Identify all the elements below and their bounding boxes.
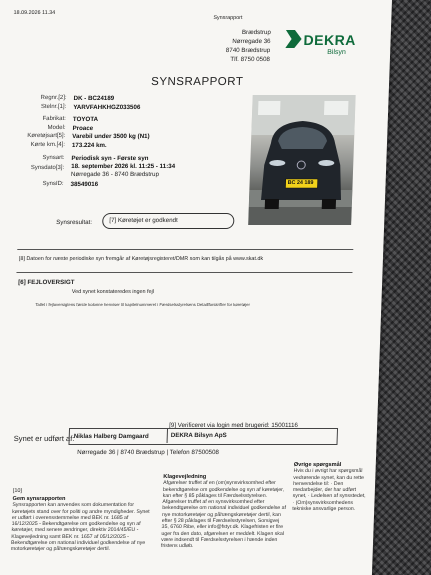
company-street: Nørregade 36 [232,38,271,45]
field-label-fabrikat: Fabrikat: [42,116,66,122]
footer-col3-text: Hvis du i øvrigt har spørgsmål vedrørende synet, kan du rette henvendelse til: · Den medarbejder, der har udført synet, · Ledelsen af synsstedet, · (Om)synsvirksomhedens tekniske ansvarlige person. [292,468,366,513]
field-label-stelnr: Stelnr.[1]: [40,104,67,110]
next-inspection-note: [8] Datoen for næste periodiske syn fremgår af Køretøjsregisteret/DMR som kan tilgås på www.skat.dk [18,256,264,262]
defects-help: Tallet i fejloversigtens første kolonne henviser til kapitelnummeret i Færdselsstyrelsens Detaillforskrifter for køretøjer [35,302,251,307]
footer-col2-text: Afgørelser truffet af en (om)synsvirksomhed efter bekendtgørelse om godkendelse og syn af køretøjer, kan efter § 85 påklages til Færdselsstyrelsen. Afgørelser truffet af en synsvirksomhed efter bekendtgørelse om national individuel godkendelse af nye motorkøretøjer og påhængskøretøjer dertil, kan efter § 28 påklages til Færdselsstyrelsen, Sorsigvej 35, 6760 Ribe, eller info@fstyr.dk. Klagefristen er fire uger fra den dato, afgørelsen er meddelt. Klagen skal være indsendt til Færdselsstyrelsen i hænde inden fristens udløb. [160,480,287,550]
field-label-synsid: SynsID: [42,181,64,187]
result-label: Synsresultat: [56,219,93,226]
field-label-koretojsart: Køretøjsart[5]: [27,133,66,139]
vehicle-photo [248,95,356,225]
verified-login: [9] Verificeret via login med brugerid: 15001116 [169,422,299,429]
field-label-synsdato: Synsdato[3]: [30,165,65,171]
report-title: SYNSRAPPORT [150,76,244,88]
inspector-company: DEKRA Bilsyn ApS [170,432,227,439]
divider-line [16,272,352,273]
result-value: [7] Køretøjet er godkendt [109,217,178,224]
field-value-stelnr: YARVFAHKHGZ033506 [73,104,141,111]
defects-none: Ved synet konstateredes ingen fejl [71,289,155,295]
field-value-regnr: DK - BC24189 [73,95,115,102]
field-label-regnr: Regnr.[2]: [40,95,67,101]
footer-marker: [10] [12,488,22,494]
company-city: 8740 Brædstrup [225,47,271,54]
print-timestamp: 18.09.2026 11.34 [13,10,56,16]
footer-column-questions [292,462,368,512]
license-plate: BC 24 189 [287,180,314,186]
field-value-koretojsart: Varebil under 3500 kg (N1) [72,133,150,140]
footer-col1-title: Gem synsrapporten [12,496,66,502]
field-value-synsid: 38549016 [70,181,99,188]
field-value-km: 173.224 km. [71,142,107,149]
field-label-km: Kørte km.[4]: [30,142,66,148]
footer-column-save [11,496,153,553]
dekra-logo-icon [285,30,302,53]
footer-column-complaints [161,474,288,550]
doc-label: Synsrapport [213,15,243,21]
inspector-name: Niklas Halberg Damgaard [73,433,149,440]
company-name: Brædstrup [241,29,271,36]
dekra-logo-sub: Bilsyn [327,49,346,56]
divider-line [17,249,353,250]
field-value-fabrikat: TOYOTA [72,116,99,123]
footer-col3-title: Øvrige spørgsmål [293,462,342,468]
footer-col2-title: Klagevejledning [163,474,207,480]
field-label-synsart: Synsart: [42,155,65,161]
dekra-logo-text: DEKRA [303,32,357,48]
field-value-location: Nørregade 36 - 8740 Brædstrup [70,171,160,178]
inspector-label: Synet er udført af: [13,434,75,443]
field-value-synsart: Periodisk syn - Første syn [71,155,149,162]
field-value-synsdato: 18. september 2026 kl. 11:25 - 11:34 [71,163,176,170]
defects-heading: [6] FEJLOVERSIGT [18,279,75,286]
company-phone: Tlf. 8750 0508 [230,56,271,63]
footer-col1-text: Synsrapporten kan anvendes som dokumentation for køretøjets stand over for politi og andre myndigheder. Synet er udført i overensstemmelse med BEK nr. 1685 af 16/12/2025 - Bekendtgørelse om godkendelse og syn af køretøjer, med senere ændringer, direktiv 2014/45/EU - Klagevejledning samt BEK nr. 1657 af 05/12/2025 - Bekendtgørelse om national individuel godkendelse af nye motorkøretøjer og påhængskøretøjer dertil. [10,502,150,553]
field-label-model: Model: [47,125,66,131]
inspector-address: Nørregade 36 | 8740 Brædstrup | Telefon 87500508 [77,449,220,456]
field-value-model: Proace [72,125,94,132]
